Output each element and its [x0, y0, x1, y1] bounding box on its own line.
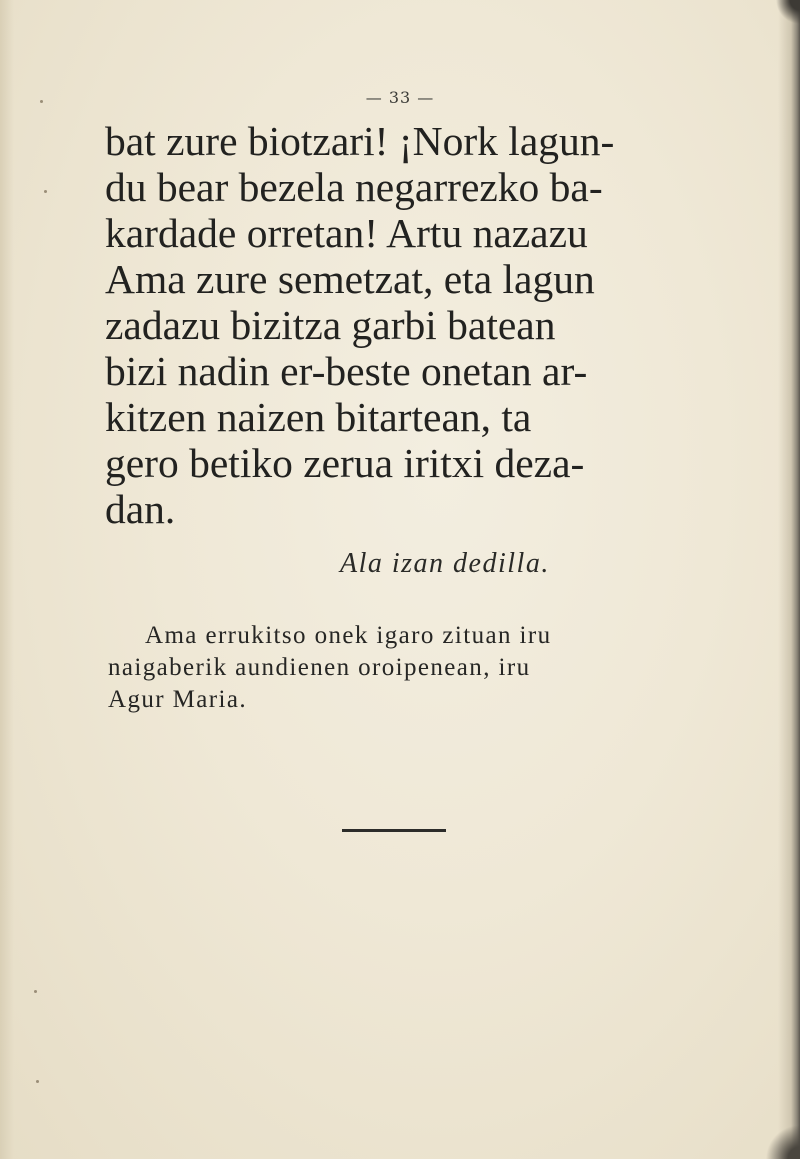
note-line: naigaberik aundienen oroipenean, iru: [108, 654, 531, 681]
body-line: du bear bezela negarrezko ba-: [105, 164, 603, 210]
body-line: gero betiko zerua iritxi deza-: [105, 440, 585, 486]
note-line: Ama errukitso onek igaro zituan iru: [145, 622, 552, 649]
note-paragraph: [108, 620, 683, 716]
paper-fleck: [44, 190, 47, 193]
paper-fleck: [36, 1080, 39, 1083]
page-edge-shadow: [778, 0, 800, 1159]
page-corner-top: [760, 0, 800, 40]
body-line: zadazu bizitza garbi batean: [105, 302, 556, 348]
body-line: bat zure biotzari! ¡Nork lagun-: [105, 118, 615, 164]
body-line: dan.: [105, 486, 176, 532]
page-gutter-shadow: [0, 0, 14, 1159]
page-corner-bottom: [740, 1099, 800, 1159]
section-divider-rule: [342, 829, 446, 832]
paper-fleck: [34, 990, 37, 993]
body-paragraph: [105, 118, 685, 532]
body-line: kardade orretan! Artu nazazu: [105, 210, 588, 256]
body-line: Ama zure semetzat, eta lagun: [105, 256, 595, 302]
closing-phrase: Ala izan dedilla.: [340, 548, 550, 579]
body-line: bizi nadin er-beste onetan ar-: [105, 348, 588, 394]
body-line: kitzen naizen bitartean, ta: [105, 394, 532, 440]
page-number: — 33 —: [365, 88, 435, 107]
note-line: Agur Maria.: [108, 686, 247, 713]
